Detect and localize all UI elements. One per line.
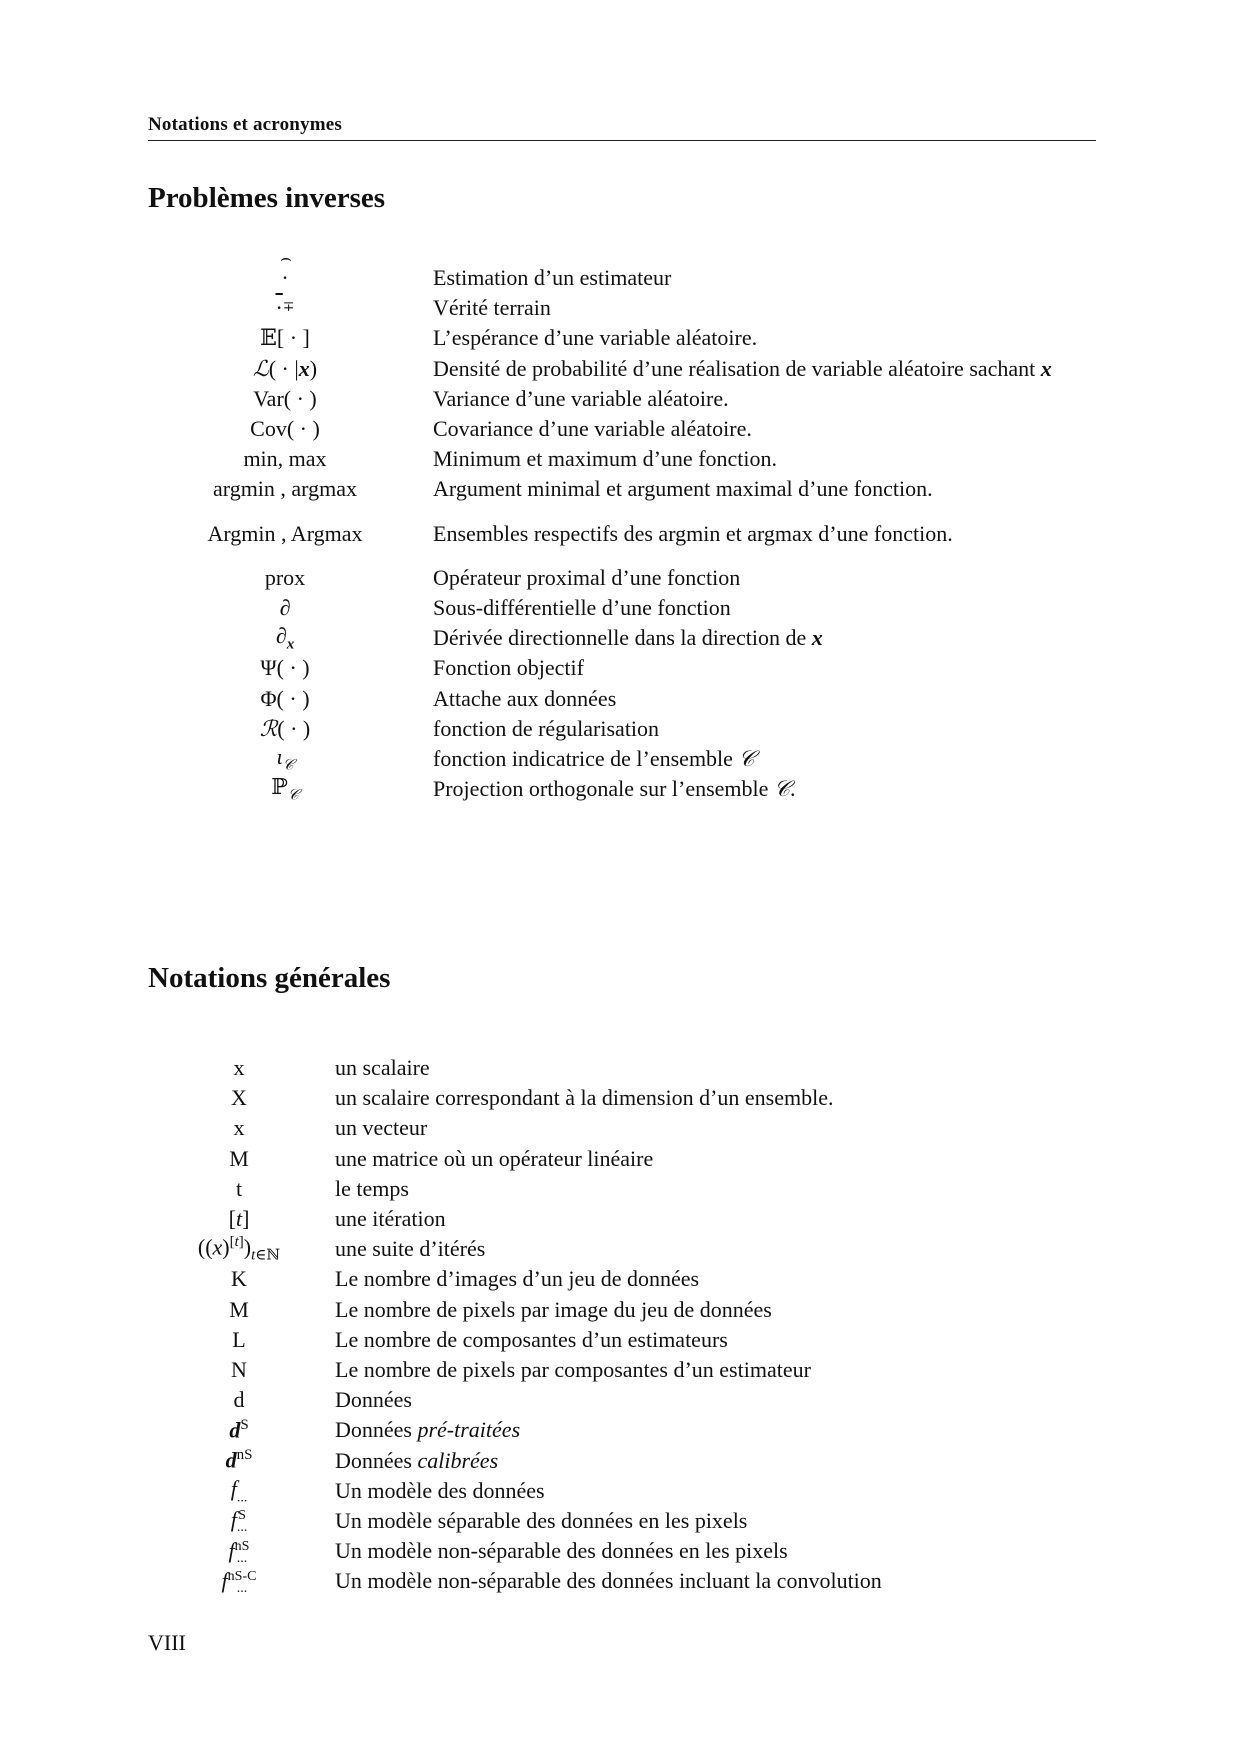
notation-description: le temps <box>335 1175 409 1201</box>
notation-description: une matrice où un opérateur linéaire <box>335 1145 654 1171</box>
page-number: VIII <box>148 1630 186 1655</box>
notation-row <box>168 354 1052 384</box>
notation-description: un vecteur <box>335 1115 428 1141</box>
notation-description: Estimation d’un estimateur <box>433 265 672 291</box>
notation-description: Variance d’une variable aléatoire. <box>433 385 729 411</box>
notation-symbol: Ψ( · ) <box>260 655 310 681</box>
notation-description: Données pré-traitées <box>335 1417 521 1443</box>
notation-row <box>168 1536 882 1566</box>
notation-row <box>168 1264 882 1294</box>
notation-list-inverse-problems <box>168 248 1052 804</box>
notation-symbol: $d^{nS}$ <box>225 1447 253 1473</box>
notation-row <box>168 623 1052 653</box>
notation-description: Données calibrées <box>335 1447 499 1473</box>
running-head: Notations et acronymes <box>148 114 343 135</box>
notation-row <box>168 414 1052 444</box>
notation-row <box>168 474 1052 504</box>
notation-row <box>168 744 1052 774</box>
notation-row <box>168 1204 882 1234</box>
notation-symbol: f nS-C ... <box>221 1567 257 1596</box>
notation-description: un scalaire correspondant à la dimension d’un ensemble. <box>335 1085 834 1111</box>
notation-row <box>168 248 1052 293</box>
notation-description: Vérité terrain <box>433 295 551 321</box>
notation-symbol: Var( · ) <box>253 385 317 411</box>
notation-description: fonction indicatrice de l’ensemble 𝒞 <box>433 745 755 771</box>
notation-row <box>168 774 1052 804</box>
notation-description: Le nombre de pixels par composantes d’un estimateur <box>335 1356 811 1382</box>
notation-symbol: L <box>232 1326 246 1352</box>
notation-description: Un modèle non-séparable des données incluant la convolution <box>335 1568 882 1594</box>
notation-description: Un modèle séparable des données en les pixels <box>335 1507 748 1533</box>
notation-description: une suite d’itérés <box>335 1236 486 1262</box>
notation-symbol: argmin , argmax <box>213 476 357 502</box>
notation-symbol: ∂ <box>279 594 291 620</box>
notation-row <box>168 444 1052 474</box>
notation-symbol: d <box>233 1387 245 1413</box>
notation-description: Fonction objectif <box>433 655 584 681</box>
notation-row <box>168 519 1052 549</box>
notation-symbol: Φ( · ) <box>260 685 310 711</box>
notation-row <box>168 1053 882 1083</box>
notation-symbol: $f_{...}$ <box>230 1475 248 1505</box>
notation-row <box>168 653 1052 683</box>
notation-row <box>168 1355 882 1385</box>
notation-symbol: M <box>229 1296 249 1322</box>
notation-symbol: K <box>231 1266 247 1292</box>
notation-description: Un modèle des données <box>335 1477 545 1503</box>
notation-symbol: f nS ... <box>228 1537 250 1566</box>
notation-symbol: f S ... <box>230 1507 248 1536</box>
notation-symbol: ℒ( · |x) <box>252 355 318 381</box>
notation-description: Données <box>335 1387 412 1413</box>
notation-description: Le nombre de pixels par image du jeu de données <box>335 1296 772 1322</box>
notation-row <box>168 714 1052 744</box>
notation-row <box>168 1566 882 1596</box>
notation-symbol: N <box>231 1356 247 1382</box>
notation-row <box>168 593 1052 623</box>
notation-row <box>168 1174 882 1204</box>
notation-symbol: t <box>235 1175 243 1201</box>
notation-description: Covariance d’une variable aléatoire. <box>433 416 752 442</box>
notation-row <box>168 1234 882 1264</box>
notation-symbol: Argmin , Argmax <box>207 520 363 546</box>
notation-symbol: $((x)[t])_{t\in ℕ}$ <box>197 1233 281 1264</box>
notation-row <box>168 323 1052 353</box>
notation-row <box>168 563 1052 593</box>
notation-description: Ensembles respectifs des argmin et argmax d’une fonction. <box>433 520 953 546</box>
notation-row <box>168 1295 882 1325</box>
notation-row <box>168 1144 882 1174</box>
notation-description: Un modèle non-séparable des données en les pixels <box>335 1538 788 1564</box>
notation-symbol: $d^S$ <box>229 1417 249 1443</box>
notation-symbol: $\iota_𝒞$ <box>276 743 294 774</box>
notation-description: Le nombre de composantes d’un estimateurs <box>335 1326 728 1352</box>
section-title-notations-generales: Notations générales <box>148 962 391 994</box>
notation-symbol: ⌢ · <box>280 248 292 291</box>
notation-row <box>168 1385 882 1415</box>
notation-description: un scalaire <box>335 1055 430 1081</box>
notation-symbol: x <box>233 1115 245 1141</box>
notation-symbol: ℛ( · ) <box>259 715 311 741</box>
notation-symbol: M <box>229 1145 249 1171</box>
notation-symbol: X <box>231 1085 247 1111</box>
section-title-problemes-inverses: Problèmes inverses <box>148 182 386 214</box>
notation-description: Minimum et maximum d’une fonction. <box>433 446 778 472</box>
notation-description: Le nombre d’images d’un jeu de données <box>335 1266 700 1292</box>
notation-row <box>168 1506 882 1536</box>
notation-symbol: Cov( · ) <box>250 416 320 442</box>
notation-description: Projection orthogonale sur l’ensemble 𝒞. <box>433 776 796 802</box>
notation-description: Sous-différentielle d’une fonction <box>433 594 731 620</box>
notation-description: une itération <box>335 1206 446 1232</box>
notation-symbol: ·∓ <box>275 295 295 321</box>
notation-description: Attache aux données <box>433 685 617 711</box>
notation-description: Densité de probabilité d’une réalisation de variable aléatoire sachant x <box>433 355 1052 381</box>
notation-row <box>168 1325 882 1355</box>
notation-row <box>168 1083 882 1113</box>
notation-symbol: [t] <box>228 1206 250 1232</box>
notation-description: Argument minimal et argument maximal d’une fonction. <box>433 476 933 502</box>
notation-row <box>168 1445 882 1475</box>
notation-description: fonction de régularisation <box>433 715 660 741</box>
notation-row <box>168 1476 882 1506</box>
notation-list-general <box>168 1053 882 1596</box>
notation-symbol: 𝔼[ · ] <box>260 325 310 351</box>
notation-symbol: ℙ$_𝒞$ <box>271 773 299 804</box>
notation-symbol: prox <box>264 564 306 590</box>
notation-description: Opérateur proximal d’une fonction <box>433 564 741 590</box>
notation-description: L’espérance d’une variable aléatoire. <box>433 325 758 351</box>
notation-symbol: $\partial_x$ <box>275 622 295 653</box>
notation-symbol: x <box>233 1055 245 1081</box>
header-rule <box>148 140 1096 141</box>
notation-symbol: min, max <box>243 446 327 472</box>
notation-row <box>168 1113 882 1143</box>
notation-description: Dérivée directionnelle dans la direction de x <box>433 625 823 651</box>
notation-row <box>168 683 1052 713</box>
notation-row <box>168 293 1052 323</box>
notation-row <box>168 384 1052 414</box>
notation-row <box>168 1415 882 1445</box>
